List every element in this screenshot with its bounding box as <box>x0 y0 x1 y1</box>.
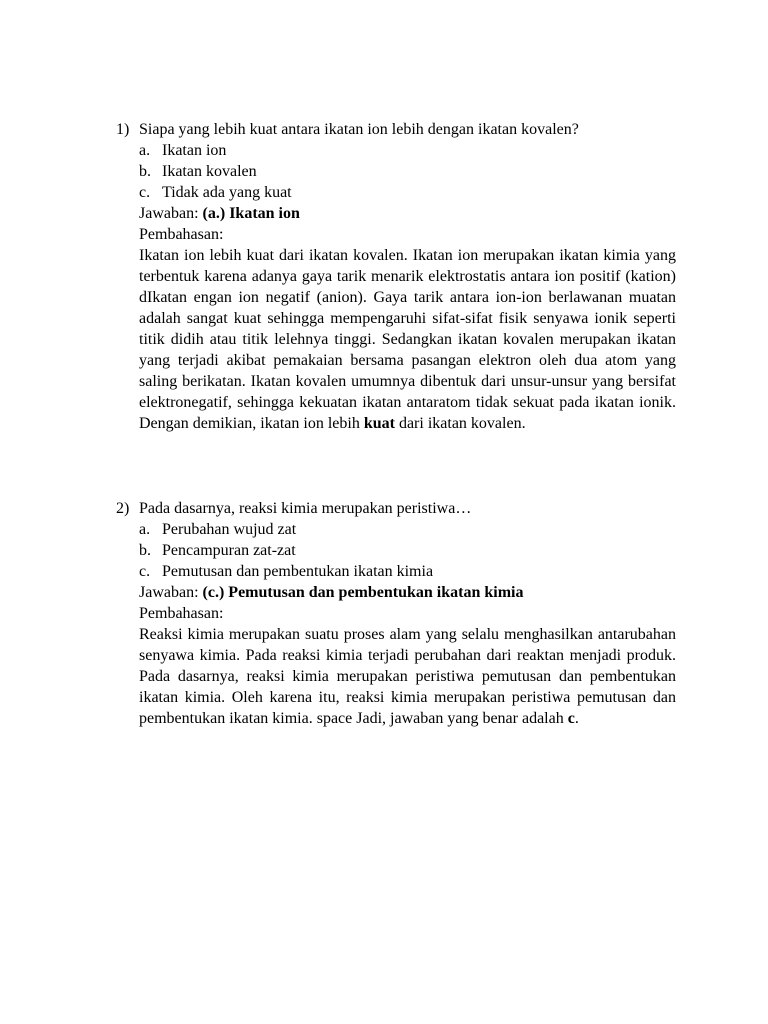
question-1-option-a <box>139 140 676 161</box>
option-letter: b. <box>139 163 151 180</box>
question-1-options <box>116 140 676 203</box>
option-letter: a. <box>139 142 151 159</box>
option-letter: c. <box>139 563 151 580</box>
question-1-text: Siapa yang lebih kuat antara ikatan ion lebih dengan ikatan kovalen? <box>139 121 579 138</box>
question-2-options <box>116 519 676 582</box>
question-1 <box>116 119 676 434</box>
question-2-discussion <box>116 624 676 729</box>
question-1-line <box>116 119 676 140</box>
question-2-option-c <box>139 561 676 582</box>
option-text: Ikatan kovalen <box>162 163 257 180</box>
question-2-answer <box>116 582 676 603</box>
question-2 <box>116 498 676 729</box>
answer-value: (c.) Pemutusan dan pembentukan ikatan kimia <box>202 584 524 601</box>
question-1-answer <box>116 203 676 224</box>
answer-value: (a.) Ikatan ion <box>202 205 300 222</box>
discussion-text: Reaksi kimia merupakan suatu proses alam yang selalu menghasilkan antarubahan senyawa kimia. Pada reaksi kimia terjadi perubahan dari reaktan menjadi produk. Pada dasarnya, reaksi kimia merupakan peristiwa pemutusan dan pembentukan ikatan kimia. Oleh karena itu, reaksi kimia merupakan peristiwa pemutusan dan pembentukan ikatan kimia. space Jadi, jawaban yang benar adalah <box>139 626 676 727</box>
question-1-number: 1) <box>116 121 130 138</box>
question-1-option-b <box>139 161 676 182</box>
question-2-discussion-label: Pembahasan: <box>139 605 224 622</box>
question-2-line <box>116 498 676 519</box>
option-text: Pemutusan dan pembentukan ikatan kimia <box>162 563 434 580</box>
question-1-discussion-label: Pembahasan: <box>139 226 224 243</box>
option-text: Tidak ada yang kuat <box>162 184 292 201</box>
discussion-bold-word: kuat <box>363 415 395 432</box>
option-text: Ikatan ion <box>162 142 227 159</box>
option-letter: b. <box>139 542 151 559</box>
discussion-text: Ikatan ion lebih kuat dari ikatan kovalen. Ikatan ion merupakan ikatan kimia yang terbentuk karena adanya gaya tarik menarik elektrostatis antara ion positif (kation) dIkatan engan ion negatif (anion). Gaya tarik antara ion-ion berlawanan muatan adalah sangat kuat sehingga mempengaruhi sifat-sifat fisik senyawa ionik seperti titik didih atau titik lelehnya tinggi. Sedangkan ikatan kovalen merupakan ikatan yang terjadi akibat pemakaian bersama pasangan elektron oleh dua atom yang saling berikatan. Ikatan kovalen umumnya dibentuk dari unsur-unsur yang bersifat elektronegatif, sehingga kekuatan ikatan antaratom tidak sekuat pada ikatan ionik. Dengan demikian, ikatan ion lebih <box>139 247 676 432</box>
question-1-discussion <box>116 245 676 434</box>
option-letter: a. <box>139 521 151 538</box>
question-2-number: 2) <box>116 500 130 517</box>
discussion-text-end: . <box>574 710 579 727</box>
question-2-text: Pada dasarnya, reaksi kimia merupakan peristiwa… <box>139 500 472 517</box>
option-text: Pencampuran zat-zat <box>162 542 296 559</box>
answer-label: Jawaban: <box>139 584 203 601</box>
answer-label: Jawaban: <box>139 205 203 222</box>
discussion-text-end: dari ikatan kovalen. <box>394 415 526 432</box>
question-2-option-b <box>139 540 676 561</box>
option-letter: c. <box>139 184 151 201</box>
question-2-option-a <box>139 519 676 540</box>
discussion-bold-word: c <box>567 710 575 727</box>
option-text: Perubahan wujud zat <box>162 521 297 538</box>
question-1-option-c <box>139 182 676 203</box>
